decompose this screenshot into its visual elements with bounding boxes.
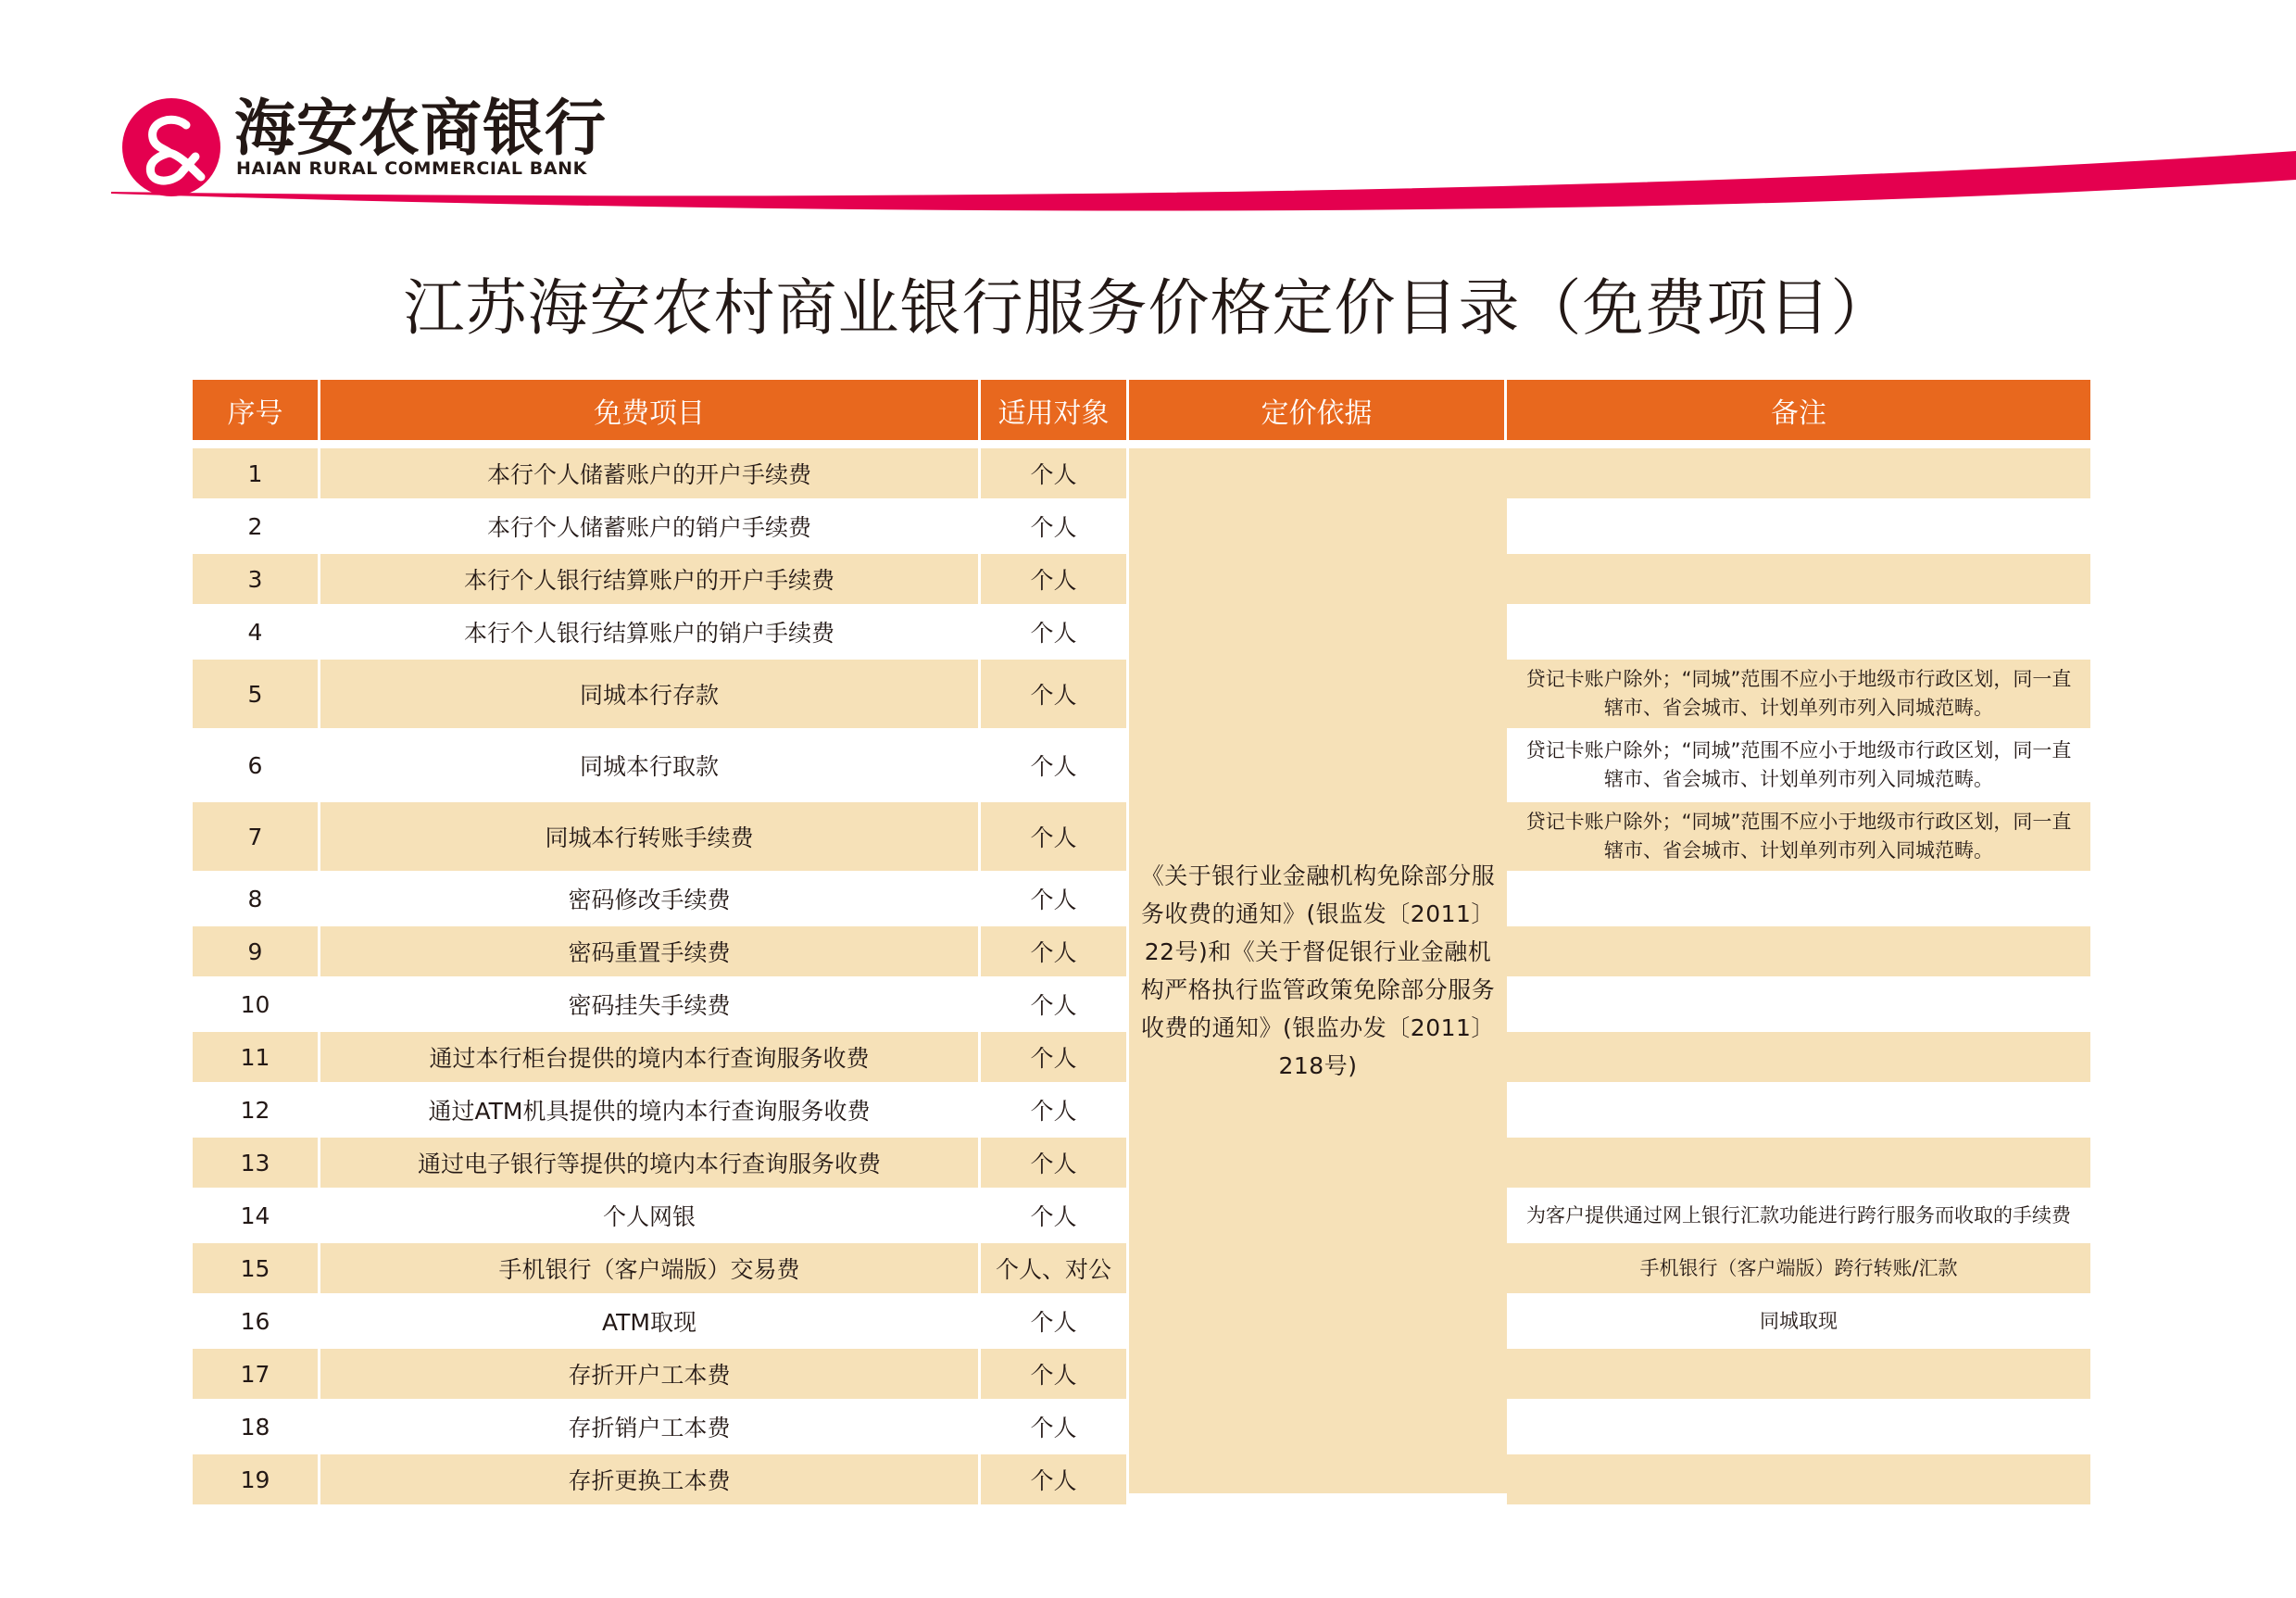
row-target: 个人 xyxy=(981,802,1129,871)
row-item: 同城本行转账手续费 xyxy=(320,802,981,871)
row-remark: 为客户提供通过网上银行汇款功能进行跨行服务而收取的手续费 xyxy=(1507,1190,2090,1240)
row-remark xyxy=(1507,1349,2090,1399)
row-target: 个人 xyxy=(981,1190,1129,1240)
row-target: 个人 xyxy=(981,554,1129,604)
row-target: 个人 xyxy=(981,1402,1129,1452)
row-no: 15 xyxy=(193,1243,320,1293)
row-item: 同城本行存款 xyxy=(320,660,981,728)
row-target: 个人 xyxy=(981,979,1129,1029)
row-no: 13 xyxy=(193,1138,320,1188)
row-remark xyxy=(1507,926,2090,976)
row-item: 通过电子银行等提供的境内本行查询服务收费 xyxy=(320,1138,981,1188)
row-target: 个人 xyxy=(981,1138,1129,1188)
row-item: ATM取现 xyxy=(320,1296,981,1346)
row-item: 存折更换工本费 xyxy=(320,1454,981,1504)
row-target: 个人 xyxy=(981,874,1129,924)
header-basis: 定价依据 xyxy=(1129,380,1507,440)
row-item: 密码重置手续费 xyxy=(320,926,981,976)
row-remark xyxy=(1507,1402,2090,1452)
row-item: 本行个人银行结算账户的销户手续费 xyxy=(320,607,981,657)
row-remark xyxy=(1507,1085,2090,1135)
row-item: 个人网银 xyxy=(320,1190,981,1240)
page-title: 江苏海安农村商业银行服务价格定价目录（免费项目） xyxy=(403,272,1893,344)
row-no: 16 xyxy=(193,1296,320,1346)
row-target: 个人 xyxy=(981,607,1129,657)
row-remark: 贷记卡账户除外；“同城”范围不应小于地级市行政区划，同一直辖市、省会城市、计划单列市列入同城范畴。 xyxy=(1507,731,2090,799)
row-no: 4 xyxy=(193,607,320,657)
header-no: 序号 xyxy=(193,380,320,440)
row-remark xyxy=(1507,501,2090,551)
row-remark: 贷记卡账户除外；“同城”范围不应小于地级市行政区划，同一直辖市、省会城市、计划单列市列入同城范畴。 xyxy=(1507,660,2090,728)
header-remark: 备注 xyxy=(1507,380,2090,440)
row-remark xyxy=(1507,607,2090,657)
row-target: 个人 xyxy=(981,926,1129,976)
row-item: 本行个人储蓄账户的开户手续费 xyxy=(320,448,981,498)
row-item: 手机银行（客户端版）交易费 xyxy=(320,1243,981,1293)
row-target: 个人 xyxy=(981,1032,1129,1082)
row-no: 9 xyxy=(193,926,320,976)
row-item: 存折开户工本费 xyxy=(320,1349,981,1399)
row-no: 5 xyxy=(193,660,320,728)
row-remark xyxy=(1507,979,2090,1029)
header-item: 免费项目 xyxy=(320,380,981,440)
row-item: 本行个人银行结算账户的开户手续费 xyxy=(320,554,981,604)
row-remark xyxy=(1507,554,2090,604)
row-target: 个人 xyxy=(981,1454,1129,1504)
table-header-row xyxy=(193,380,2090,440)
row-no: 17 xyxy=(193,1349,320,1399)
row-target: 个人 xyxy=(981,501,1129,551)
row-remark xyxy=(1507,448,2090,498)
row-item: 通过ATM机具提供的境内本行查询服务收费 xyxy=(320,1085,981,1135)
brand-name-cn: 海安农商银行 xyxy=(234,93,607,164)
row-target: 个人 xyxy=(981,1296,1129,1346)
row-target: 个人 xyxy=(981,1085,1129,1135)
row-target: 个人 xyxy=(981,1349,1129,1399)
row-item: 存折销户工本费 xyxy=(320,1402,981,1452)
row-no: 6 xyxy=(193,731,320,799)
row-target: 个人 xyxy=(981,448,1129,498)
row-no: 14 xyxy=(193,1190,320,1240)
brand-name-en: HAIAN RURAL COMMERCIAL BANK xyxy=(236,158,587,179)
row-no: 19 xyxy=(193,1454,320,1504)
row-remark xyxy=(1507,1454,2090,1504)
row-no: 2 xyxy=(193,501,320,551)
row-target: 个人 xyxy=(981,731,1129,799)
row-remark xyxy=(1507,1138,2090,1188)
row-item: 密码修改手续费 xyxy=(320,874,981,924)
row-no: 12 xyxy=(193,1085,320,1135)
row-no: 1 xyxy=(193,448,320,498)
row-item: 本行个人储蓄账户的销户手续费 xyxy=(320,501,981,551)
row-remark: 同城取现 xyxy=(1507,1296,2090,1346)
row-no: 11 xyxy=(193,1032,320,1082)
row-item: 通过本行柜台提供的境内本行查询服务收费 xyxy=(320,1032,981,1082)
row-target: 个人 xyxy=(981,660,1129,728)
row-remark xyxy=(1507,874,2090,924)
row-no: 8 xyxy=(193,874,320,924)
row-item: 密码挂失手续费 xyxy=(320,979,981,1029)
header-target: 适用对象 xyxy=(981,380,1129,440)
row-target: 个人、对公 xyxy=(981,1243,1129,1293)
row-no: 10 xyxy=(193,979,320,1029)
row-remark: 贷记卡账户除外；“同城”范围不应小于地级市行政区划，同一直辖市、省会城市、计划单列市列入同城范畴。 xyxy=(1507,802,2090,871)
row-no: 3 xyxy=(193,554,320,604)
header-swoosh-stripe xyxy=(0,139,2296,232)
row-no: 18 xyxy=(193,1402,320,1452)
pricing-basis-merged-cell xyxy=(1129,448,1507,1493)
row-remark: 手机银行（客户端版）跨行转账/汇款 xyxy=(1507,1243,2090,1293)
row-item: 同城本行取款 xyxy=(320,731,981,799)
pricing-basis-text: 《关于银行业金融机构免除部分服务收费的通知》(银监发〔2011〕22号)和《关于督促银行业金融机构严格执行监管政策免除部分服务收费的通知》(银监办发〔2011〕218号) xyxy=(1140,862,1496,1079)
row-remark xyxy=(1507,1032,2090,1082)
row-no: 7 xyxy=(193,802,320,871)
